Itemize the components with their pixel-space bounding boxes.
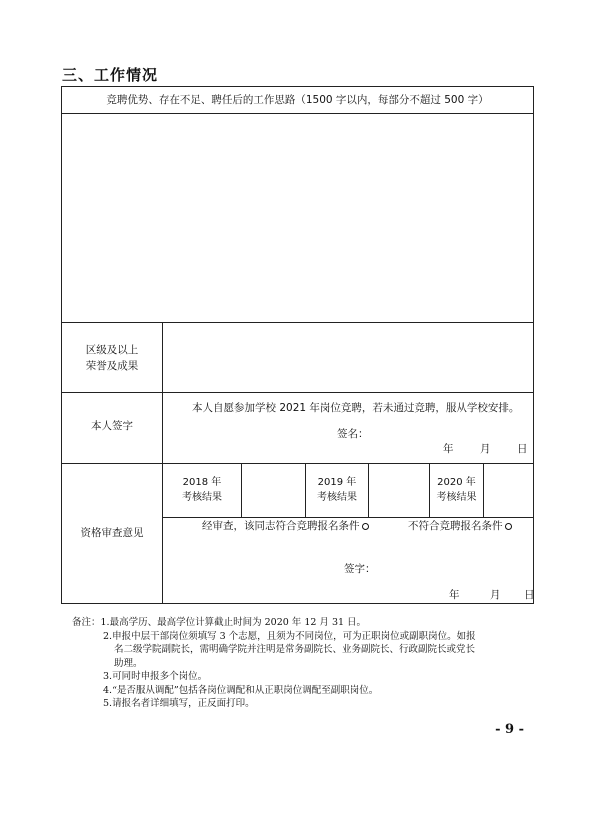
row-divider [62, 392, 533, 393]
honors-label: 区级及以上 荣誉及成果 [85, 344, 139, 372]
signature-date-month: 月 [480, 443, 491, 455]
notes-section [72, 616, 476, 711]
page-number: - 9 - [495, 722, 524, 737]
notes-line: 3.可同时申报多个岗位。 [103, 671, 208, 682]
assessment-2018: 2018 年 考核结果 [182, 477, 222, 503]
assessment-2019-result[interactable] [369, 464, 429, 517]
signature-date-year: 年 [443, 443, 454, 455]
notes-line: 名二级学院副院长，需明确学院并注明是常务副院长、业务副院长、行政副院长或党长 [114, 644, 476, 655]
section-title: 三、工作情况 [62, 66, 159, 84]
radio-circle-icon[interactable] [362, 523, 369, 530]
review-sign-label: 签字： [344, 563, 376, 575]
notes-line: 2.申报中层干部岗位须填写 3 个志愿，且须为不同岗位，可为正职岗位或副职岗位。如报 [103, 630, 476, 642]
radio-circle-icon[interactable] [505, 523, 512, 530]
review-date-day: 日 [524, 589, 535, 601]
assessment-2020-result[interactable] [484, 464, 533, 517]
review-fail-option[interactable]: 不符合竞聘报名条件 [408, 518, 512, 534]
assessment-2020: 2020 年 考核结果 [436, 477, 477, 503]
review-pass-option[interactable]: 经审查，该同志符合竞聘报名条件 [202, 518, 369, 534]
review-date-year: 年 [449, 589, 460, 601]
review-date-month: 月 [490, 589, 501, 601]
notes-line: 备注：1.最高学历、最高学位计算截止时间为 2020 年 12 月 31 日。 [72, 617, 367, 628]
notes-line: 4.“是否服从调配”包括各岗位调配和从正职岗位调配至副职岗位。 [103, 684, 379, 696]
notes-prefix: 备注： [72, 617, 101, 628]
table-header: 竞聘优势、存在不足、聘任后的工作思路（1500 字以内，每部分不超过 500 字） [106, 94, 489, 106]
review-label: 资格审查意见 [80, 527, 144, 539]
signature-statement: 本人自愿参加学校 2021 年岗位竞聘，若未通过竞聘，服从学校安排。 [192, 402, 520, 414]
notes-line: 5.请报名者详细填写，正反面打印。 [103, 698, 255, 709]
honors-input-area[interactable] [163, 323, 533, 392]
assessment-2018-result[interactable] [242, 464, 305, 517]
assessment-2019: 2019 年 考核结果 [317, 477, 357, 503]
notes-line: 助理。 [114, 657, 143, 669]
essay-input-area[interactable] [62, 114, 533, 322]
work-situation-table [61, 86, 534, 604]
signature-date-day: 日 [517, 443, 528, 455]
signature-name-label: 签名： [337, 428, 369, 440]
signature-label: 本人签字 [91, 420, 133, 432]
